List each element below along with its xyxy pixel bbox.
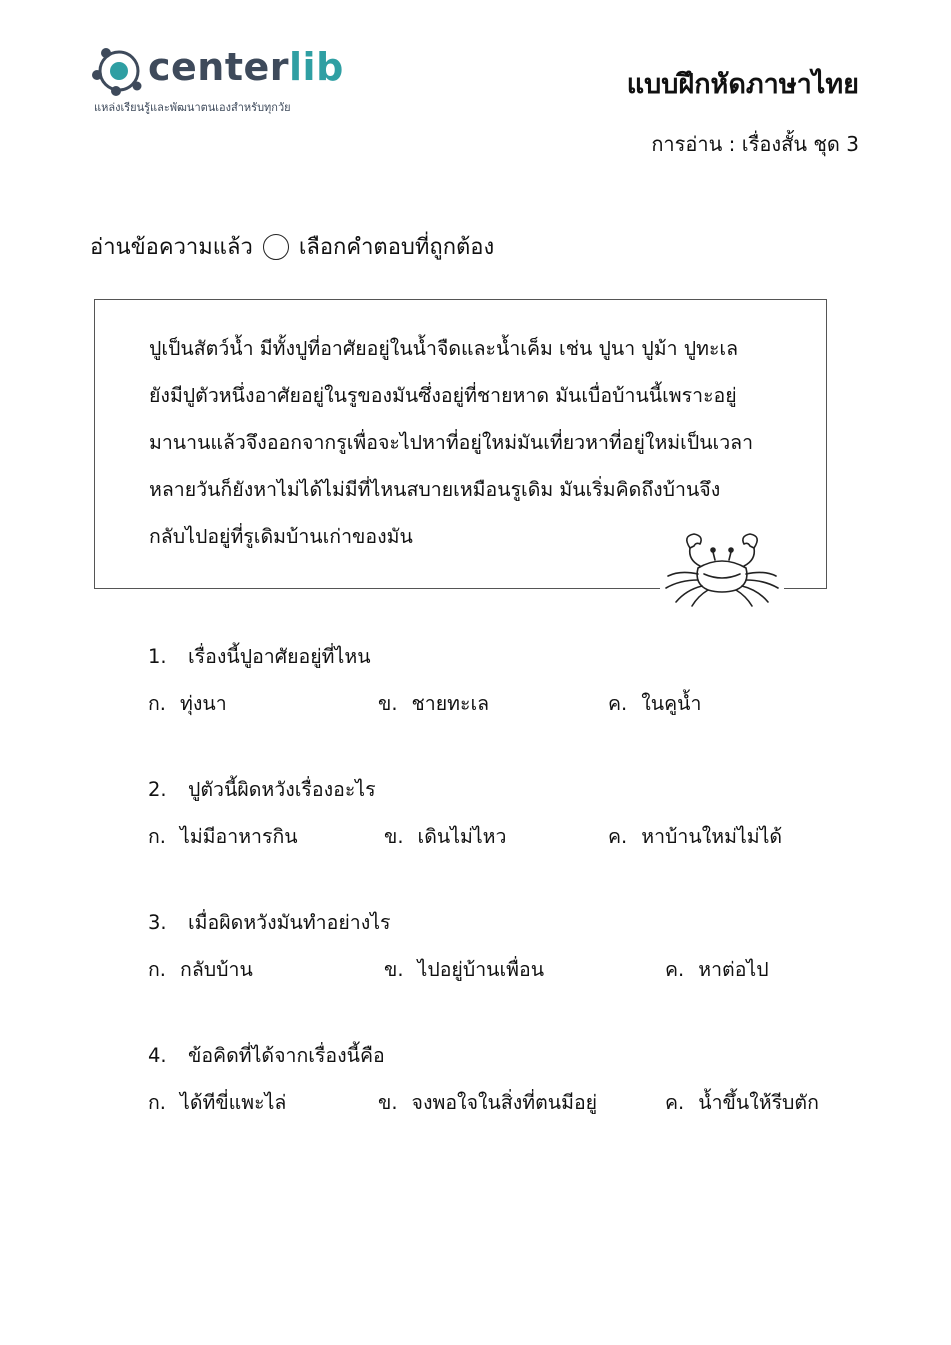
passage-line: มานานแล้วจึงออกจากรูเพื่อจะไปหาที่อยู่ใหม่มันเที่ยวหาที่อยู่ใหม่เป็นเวลา	[149, 431, 754, 454]
choice-letter: ข.	[378, 1091, 398, 1114]
choice-text: น้ำขึ้นให้รีบตัก	[698, 1091, 819, 1114]
logo-text-main: center	[148, 45, 290, 89]
page-subtitle: การอ่าน : เรื่องสั้น ชุด 3	[651, 132, 859, 156]
q3-choice-b[interactable]	[384, 954, 544, 985]
question-number: 4.	[148, 1044, 167, 1067]
question-4	[148, 1040, 385, 1071]
logo-mark-icon	[92, 44, 146, 98]
passage-line: กลับไปอยู่ที่รูเดิมบ้านเก่าของมัน	[149, 525, 413, 548]
choice-letter: ก.	[148, 692, 167, 715]
question-text: เมื่อผิดหวังมันทำอย่างไร	[188, 911, 391, 934]
choice-text: ชายทะเล	[411, 692, 490, 715]
choice-letter: ค.	[665, 958, 685, 981]
choice-letter: ข.	[384, 825, 404, 848]
question-number: 1.	[148, 645, 167, 668]
choice-text: ไปอยู่บ้านเพื่อน	[417, 958, 545, 981]
choice-letter: ค.	[665, 1091, 685, 1114]
instruction-after: เลือกคำตอบที่ถูกต้อง	[298, 235, 495, 260]
choice-text: ได้ทีขี่แพะไล่	[180, 1091, 287, 1114]
instruction	[90, 229, 494, 264]
instruction-before: อ่านข้อความแล้ว	[90, 235, 253, 260]
q1-choice-a[interactable]	[148, 688, 227, 719]
question-number: 3.	[148, 911, 167, 934]
q1-choice-b[interactable]	[378, 688, 489, 719]
circle-icon	[263, 234, 289, 260]
crab-icon	[660, 530, 784, 608]
choice-text: หาต่อไป	[698, 958, 769, 981]
choice-letter: ก.	[148, 958, 167, 981]
choice-text: หาบ้านใหม่ไม่ได้	[641, 825, 783, 848]
q4-choice-b[interactable]	[378, 1087, 597, 1118]
choice-text: เดินไม่ไหว	[417, 825, 507, 848]
q2-choice-b[interactable]	[384, 821, 506, 852]
question-1	[148, 641, 371, 672]
choice-text: ทุ่งนา	[180, 692, 227, 715]
passage-line: ปูเป็นสัตว์น้ำ มีทั้งปูที่อาศัยอยู่ในน้ำจืดและน้ำเค็ม เช่น ปูนา ปูม้า ปูทะเล	[149, 337, 739, 360]
choice-text: กลับบ้าน	[180, 958, 253, 981]
page-title: แบบฝึกหัดภาษาไทย	[626, 69, 859, 100]
logo-wordmark	[148, 45, 344, 89]
centerlib-logo	[92, 42, 342, 114]
question-text: ข้อคิดที่ได้จากเรื่องนี้คือ	[188, 1044, 385, 1067]
q1-choice-c[interactable]	[608, 688, 701, 719]
choice-letter: ข.	[378, 692, 398, 715]
q2-choice-c[interactable]	[608, 821, 782, 852]
choice-letter: ข.	[384, 958, 404, 981]
choice-text: ในคูน้ำ	[641, 692, 702, 715]
passage-line: ยังมีปูตัวหนึ่งอาศัยอยู่ในรูของมันซึ่งอยู่ที่ชายหาด มันเบื่อบ้านนี้เพราะอยู่	[149, 384, 737, 407]
choice-letter: ก.	[148, 1091, 167, 1114]
logo-text-accent: lib	[289, 45, 344, 89]
question-number: 2.	[148, 778, 167, 801]
logo-tagline: แหล่งเรียนรู้และพัฒนาตนเองสำหรับทุกวัย	[94, 101, 291, 114]
choice-letter: ค.	[608, 692, 628, 715]
q3-choice-a[interactable]	[148, 954, 253, 985]
q2-choice-a[interactable]	[148, 821, 298, 852]
question-text: ปูตัวนี้ผิดหวังเรื่องอะไร	[188, 778, 376, 801]
question-3	[148, 907, 391, 938]
q4-choice-a[interactable]	[148, 1087, 286, 1118]
question-text: เรื่องนี้ปูอาศัยอยู่ที่ไหน	[188, 645, 371, 668]
q3-choice-c[interactable]	[665, 954, 769, 985]
question-2	[148, 774, 376, 805]
passage-line: หลายวันก็ยังหาไม่ได้ไม่มีที่ไหนสบายเหมือนรูเดิม มันเริ่มคิดถึงบ้านจึง	[149, 478, 721, 501]
choice-text: จงพอใจในสิ่งที่ตนมีอยู่	[411, 1091, 598, 1114]
choice-text: ไม่มีอาหารกิน	[180, 825, 298, 848]
q4-choice-c[interactable]	[665, 1087, 819, 1118]
choice-letter: ค.	[608, 825, 628, 848]
choice-letter: ก.	[148, 825, 167, 848]
